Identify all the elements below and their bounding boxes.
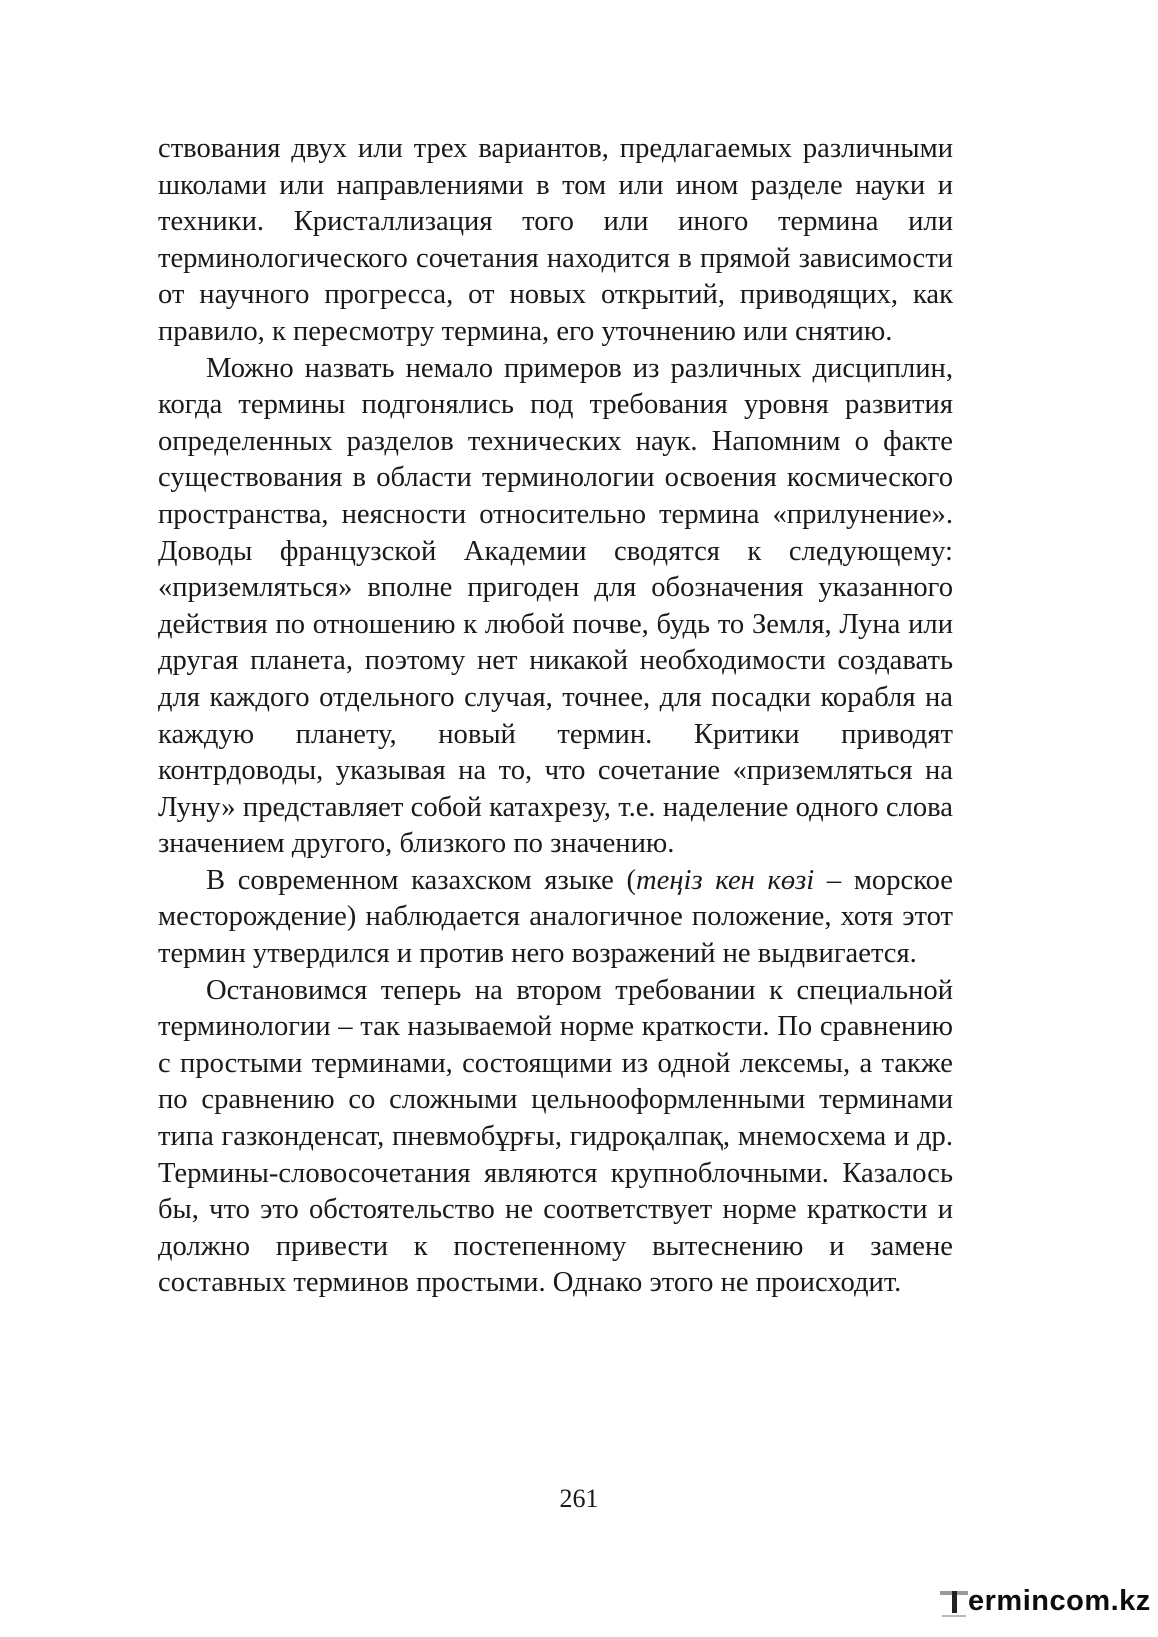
paragraph-3-start: В современном казахском языке ( <box>206 864 637 896</box>
paragraph-4: Остановимся теперь на втором требовании к специальной терминологии – так называемой норме краткости. По сравнению с простыми терминами, состоящими из одной лексемы, а также по сравнению со сложными цельнооформленными терминами типа газконденсат, пневмобұрғы, гидроқалпақ, мнемосхема и др. Термины-словосочетания являются крупноблочными. Казалось бы, что это обстоятельство не соответствует норме краткости и должно привести к постепенному вытеснению и замене составных терминов простыми. Однако этого не происходит. <box>158 974 953 1299</box>
paragraph-2: Можно назвать немало примеров из различных дисциплин, когда термины подгонялись под требования уровня развития определенных разделов технических наук. Напомним о факте существования в области терминологии освоения космического пространства, неясности относительно термина «прилунение». Доводы французской Академии сводятся к следующему: «приземляться» вполне пригоден для обозначения указанного действия по отношению к любой почве, будь то Земля, Луна или другая планета, поэтому нет никакой необходимости создавать для каждого отдельного случая, точнее, для посадки корабля на каждую планету, новый термин. Критики приводят контрдоводы, указывая на то, что сочетание «приземляться на Луну» представляет собой катахрезу, т.е. наделение одного слова значением другого, близкого по значению. <box>158 352 953 860</box>
termincom-watermark <box>940 1575 1150 1627</box>
paragraph-3-end: – морское месторождение) наблюдается аналогичное положение, хотя этот термин утвердился и против него возражений не выдвигается. <box>158 864 953 970</box>
paragraph-3 <box>158 863 953 973</box>
paragraph-1: ствования двух или трех вариантов, предлагаемых различными школами или направлениями в том или ином разделе науки и техники. Кристаллизация того или иного термина или терминологического сочетания находится в прямой зависимости от научного прогресса, от новых открытий, приводящих, как правило, к пересмотру термина, его уточнению или снятию. <box>158 133 953 347</box>
watermark-text: ermincom.kz <box>968 1585 1151 1617</box>
page-number: 261 <box>559 1484 599 1513</box>
kazakh-term-italic: теңіз кен көзі <box>636 864 815 896</box>
termincom-logo-icon <box>940 1575 970 1627</box>
page-body <box>158 131 953 1302</box>
